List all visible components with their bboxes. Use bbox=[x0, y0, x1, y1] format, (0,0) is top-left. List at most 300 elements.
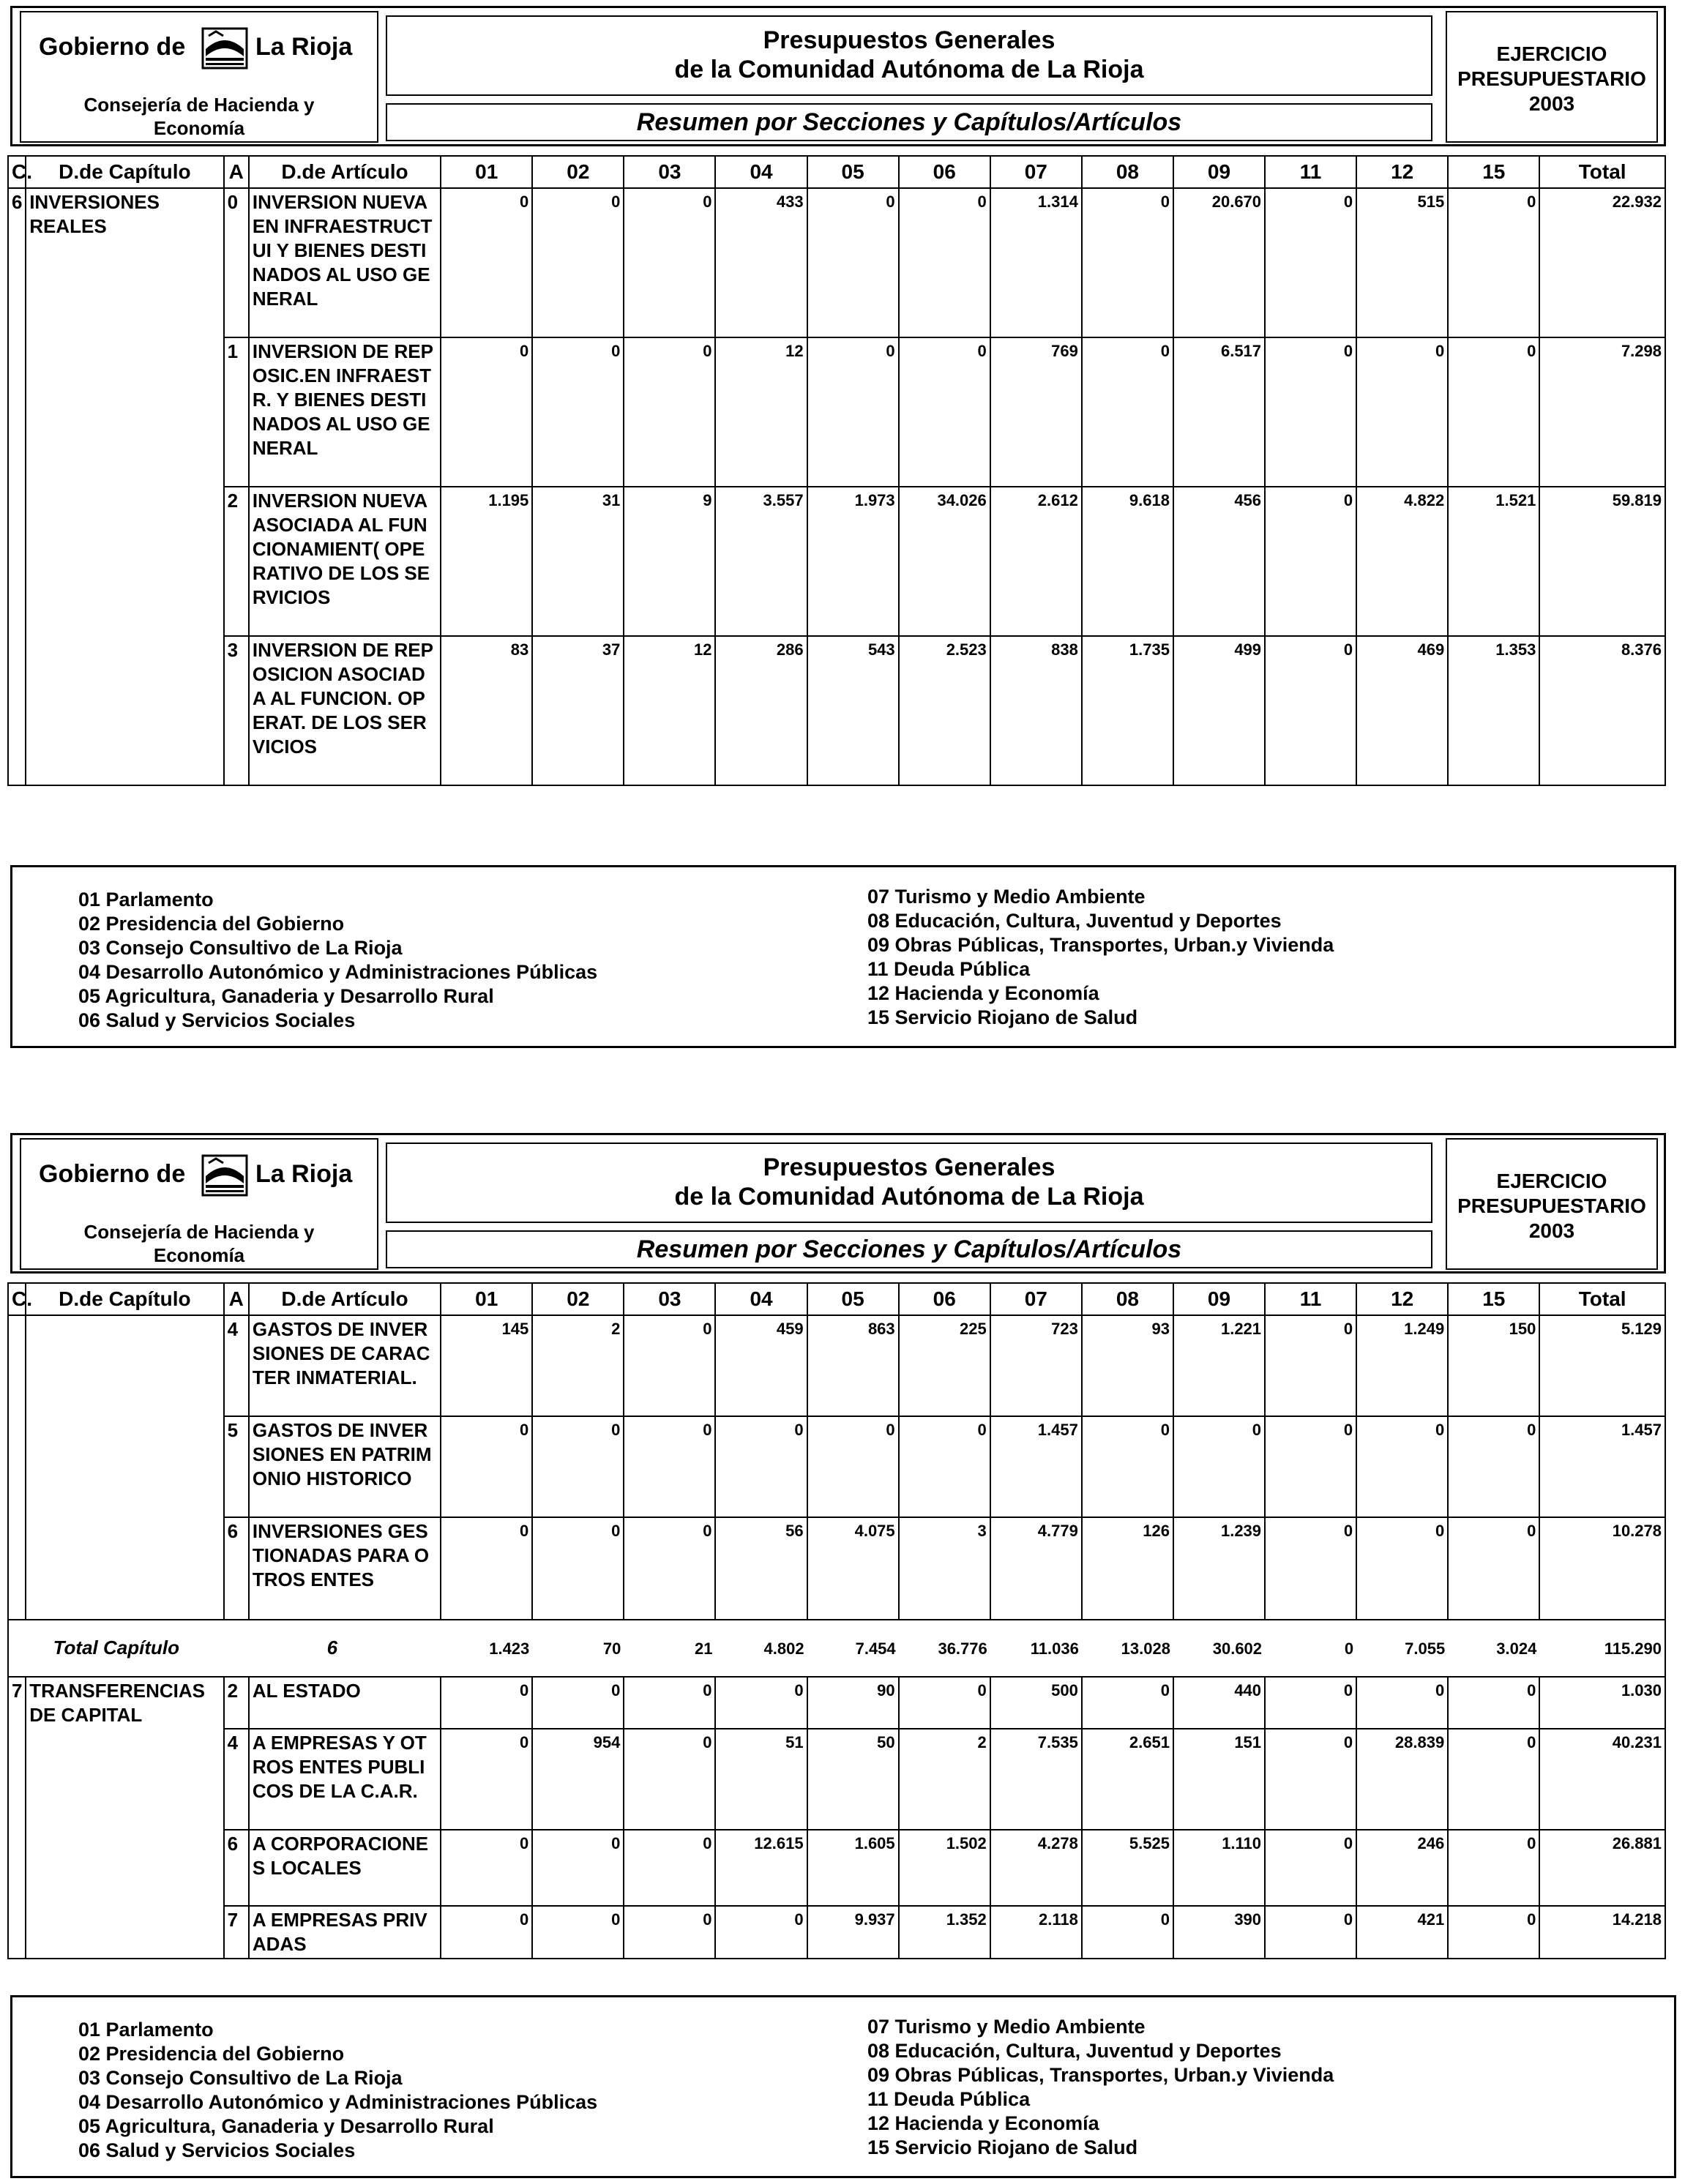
value-cell-02: 31 bbox=[532, 487, 624, 636]
value-cell-Total: 14.218 bbox=[1539, 1906, 1665, 1959]
table-body-1 bbox=[8, 188, 1665, 785]
value-cell-05: 9.937 bbox=[807, 1906, 899, 1959]
legend-item: 06 Salud y Servicios Sociales bbox=[78, 2139, 356, 2161]
column-header-0: C. bbox=[8, 156, 26, 188]
column-header-row bbox=[8, 156, 1665, 188]
table-row bbox=[8, 1315, 1665, 1416]
value-cell-03: 0 bbox=[624, 188, 715, 337]
value-cell-03: 0 bbox=[624, 337, 715, 487]
legend-item: 15 Servicio Riojano de Salud bbox=[867, 2136, 1138, 2158]
value-cell-06: 0 bbox=[899, 1416, 990, 1517]
legend-item: 01 Parlamento bbox=[78, 2019, 214, 2041]
chapter-code-cell bbox=[8, 1830, 26, 1906]
value-cell-04: 12.615 bbox=[715, 1830, 807, 1906]
value-cell-11: 0 bbox=[1265, 487, 1356, 636]
value-cell-12: 246 bbox=[1356, 1830, 1448, 1906]
value-cell-12: 0 bbox=[1356, 337, 1448, 487]
value-cell-06: 34.026 bbox=[899, 487, 990, 636]
value-cell-12: 515 bbox=[1356, 188, 1448, 337]
value-cell-02: 0 bbox=[532, 1517, 624, 1620]
article-desc-cell: INVERSIONES GESTIONADAS PARA OTROS ENTES bbox=[249, 1517, 441, 1620]
chapter-code-cell bbox=[8, 1729, 26, 1830]
value-cell-11: 0 bbox=[1265, 1906, 1356, 1959]
article-code-cell: 7 bbox=[224, 1906, 249, 1959]
value-cell-15: 0 bbox=[1448, 188, 1539, 337]
chapter-name-cell bbox=[26, 1416, 223, 1517]
column-header-13: 11 bbox=[1265, 1283, 1356, 1315]
column-header-row bbox=[8, 1283, 1665, 1315]
value-cell-09: 151 bbox=[1173, 1729, 1265, 1830]
title-line-2: de la Comunidad Autónoma de La Rioja bbox=[674, 1183, 1144, 1211]
value-cell-07: 1.457 bbox=[990, 1416, 1082, 1517]
subtitle-box: Resumen por Secciones y Capítulos/Artículos bbox=[386, 1230, 1432, 1268]
legend-item: 12 Hacienda y Economía bbox=[867, 982, 1099, 1004]
ejercicio-year: 2003 bbox=[1528, 1219, 1575, 1242]
article-code-cell: 5 bbox=[224, 1416, 249, 1517]
total-value-11: 0 bbox=[1265, 1620, 1356, 1677]
value-cell-06: 0 bbox=[899, 188, 990, 337]
value-cell-12: 0 bbox=[1356, 1677, 1448, 1729]
value-cell-07: 500 bbox=[990, 1677, 1082, 1729]
article-code-cell: 6 bbox=[224, 1517, 249, 1620]
value-cell-15: 1.521 bbox=[1448, 487, 1539, 636]
total-value-02: 70 bbox=[532, 1620, 624, 1677]
value-cell-07: 769 bbox=[990, 337, 1082, 487]
value-cell-08: 126 bbox=[1082, 1517, 1173, 1620]
table-row bbox=[8, 1906, 1665, 1959]
table-row bbox=[8, 1517, 1665, 1620]
chapter-name-cell bbox=[26, 1315, 223, 1416]
value-cell-06: 1.352 bbox=[899, 1906, 990, 1959]
page-header bbox=[10, 1133, 1666, 1274]
legend-item: 01 Parlamento bbox=[78, 889, 214, 910]
value-cell-15: 150 bbox=[1448, 1315, 1539, 1416]
legend-right-column bbox=[867, 2015, 1334, 2160]
value-cell-09: 456 bbox=[1173, 487, 1265, 636]
title-box bbox=[386, 15, 1432, 96]
legend-item: 09 Obras Públicas, Transportes, Urban.y Vivienda bbox=[867, 2064, 1334, 2086]
legend-item: 04 Desarrollo Autonómico y Administraciones Públicas bbox=[78, 961, 598, 983]
legend-item: 08 Educación, Cultura, Juventud y Deportes bbox=[867, 2040, 1282, 2062]
column-header-16: Total bbox=[1539, 156, 1665, 188]
value-cell-05: 0 bbox=[807, 188, 899, 337]
value-cell-02: 2 bbox=[532, 1315, 624, 1416]
legend-item: 11 Deuda Pública bbox=[867, 958, 1031, 980]
total-value-09: 30.602 bbox=[1173, 1620, 1265, 1677]
value-cell-01: 0 bbox=[441, 1729, 532, 1830]
ejercicio-year: 2003 bbox=[1528, 92, 1575, 115]
value-cell-03: 0 bbox=[624, 1906, 715, 1959]
value-cell-04: 3.557 bbox=[715, 487, 807, 636]
ejercicio-line-1: EJERCICIO bbox=[1496, 1170, 1607, 1192]
value-cell-05: 863 bbox=[807, 1315, 899, 1416]
value-cell-12: 4.822 bbox=[1356, 487, 1448, 636]
value-cell-05: 1.605 bbox=[807, 1830, 899, 1906]
subtitle-box: Resumen por Secciones y Capítulos/Artículos bbox=[386, 103, 1432, 141]
value-cell-15: 0 bbox=[1448, 1677, 1539, 1729]
value-cell-08: 0 bbox=[1082, 337, 1173, 487]
column-header-1: D.de Capítulo bbox=[26, 1283, 223, 1315]
chapter-code-cell bbox=[8, 1416, 26, 1517]
chapter-code-cell bbox=[8, 636, 26, 785]
value-cell-05: 0 bbox=[807, 337, 899, 487]
column-header-11: 08 bbox=[1082, 1283, 1173, 1315]
column-header-2: A bbox=[224, 156, 249, 188]
article-desc-cell: AL ESTADO bbox=[249, 1677, 441, 1729]
chapter-name-cell bbox=[26, 1830, 223, 1906]
legend-item: 06 Salud y Servicios Sociales bbox=[78, 1009, 356, 1031]
chapter-name-cell: INVERSIONES REALES bbox=[26, 188, 223, 337]
value-cell-Total: 8.376 bbox=[1539, 636, 1665, 785]
chapter-name-cell bbox=[26, 636, 223, 785]
value-cell-07: 2.612 bbox=[990, 487, 1082, 636]
gov-prefix: Gobierno de bbox=[39, 1160, 186, 1188]
value-cell-05: 1.973 bbox=[807, 487, 899, 636]
value-cell-02: 0 bbox=[532, 1416, 624, 1517]
value-cell-06: 2 bbox=[899, 1729, 990, 1830]
value-cell-01: 0 bbox=[441, 1677, 532, 1729]
column-header-0: C. bbox=[8, 1283, 26, 1315]
legend-item: 12 Hacienda y Economía bbox=[867, 2112, 1099, 2134]
consejeria-text: Consejería de Hacienda y Economía bbox=[83, 1221, 315, 1266]
value-cell-03: 12 bbox=[624, 636, 715, 785]
value-cell-Total: 1.030 bbox=[1539, 1677, 1665, 1729]
table-row bbox=[8, 1416, 1665, 1517]
article-code-cell: 2 bbox=[224, 1677, 249, 1729]
column-header-7: 04 bbox=[715, 1283, 807, 1315]
value-cell-05: 50 bbox=[807, 1729, 899, 1830]
value-cell-05: 90 bbox=[807, 1677, 899, 1729]
value-cell-05: 543 bbox=[807, 636, 899, 785]
value-cell-08: 1.735 bbox=[1082, 636, 1173, 785]
value-cell-04: 0 bbox=[715, 1416, 807, 1517]
value-cell-02: 0 bbox=[532, 1906, 624, 1959]
column-header-14: 12 bbox=[1356, 156, 1448, 188]
article-desc-cell: INVERSION DE REPOSICION ASOCIADA AL FUNCION. OPERAT. DE LOS SERVICIOS bbox=[249, 636, 441, 785]
value-cell-11: 0 bbox=[1265, 1830, 1356, 1906]
value-cell-08: 0 bbox=[1082, 188, 1173, 337]
legend-item: 15 Servicio Riojano de Salud bbox=[867, 1006, 1138, 1028]
column-header-8: 05 bbox=[807, 1283, 899, 1315]
sections-legend bbox=[10, 865, 1676, 1048]
column-header-14: 12 bbox=[1356, 1283, 1448, 1315]
title-line-1: Presupuestos Generales bbox=[763, 1153, 1056, 1181]
page-header bbox=[10, 6, 1666, 146]
total-value-04: 4.802 bbox=[715, 1620, 807, 1677]
legend-item: 03 Consejo Consultivo de La Rioja bbox=[78, 2067, 403, 2089]
value-cell-12: 421 bbox=[1356, 1906, 1448, 1959]
value-cell-03: 0 bbox=[624, 1830, 715, 1906]
value-cell-09: 0 bbox=[1173, 1416, 1265, 1517]
article-code-cell: 1 bbox=[224, 337, 249, 487]
column-header-3: D.de Artículo bbox=[249, 156, 441, 188]
value-cell-11: 0 bbox=[1265, 636, 1356, 785]
value-cell-07: 7.535 bbox=[990, 1729, 1082, 1830]
chapter-name-cell bbox=[26, 487, 223, 636]
article-desc-cell: INVERSION NUEVA ASOCIADA AL FUNCIONAMIENT( OPERATIVO DE LOS SERVICIOS bbox=[249, 487, 441, 636]
total-value-15: 3.024 bbox=[1448, 1620, 1539, 1677]
value-cell-03: 0 bbox=[624, 1315, 715, 1416]
value-cell-12: 1.249 bbox=[1356, 1315, 1448, 1416]
value-cell-07: 4.278 bbox=[990, 1830, 1082, 1906]
value-cell-08: 5.525 bbox=[1082, 1830, 1173, 1906]
value-cell-Total: 10.278 bbox=[1539, 1517, 1665, 1620]
value-cell-09: 390 bbox=[1173, 1906, 1265, 1959]
column-header-11: 08 bbox=[1082, 156, 1173, 188]
consejeria-label bbox=[21, 1220, 377, 1267]
value-cell-08: 0 bbox=[1082, 1416, 1173, 1517]
value-cell-03: 0 bbox=[624, 1416, 715, 1517]
column-header-5: 02 bbox=[532, 1283, 624, 1315]
value-cell-Total: 22.932 bbox=[1539, 188, 1665, 337]
total-value-Total: 115.290 bbox=[1539, 1620, 1665, 1677]
consejeria-label bbox=[21, 93, 377, 140]
value-cell-05: 4.075 bbox=[807, 1517, 899, 1620]
value-cell-08: 93 bbox=[1082, 1315, 1173, 1416]
total-value-08: 13.028 bbox=[1082, 1620, 1173, 1677]
value-cell-01: 1.195 bbox=[441, 487, 532, 636]
value-cell-03: 0 bbox=[624, 1677, 715, 1729]
table-row bbox=[8, 487, 1665, 636]
la-rioja-logo-icon bbox=[201, 27, 248, 70]
legend-left-column bbox=[78, 888, 597, 1033]
value-cell-15: 0 bbox=[1448, 1729, 1539, 1830]
table-row bbox=[8, 188, 1665, 337]
article-desc-cell: A EMPRESAS Y OTROS ENTES PUBLICOS DE LA C.A.R. bbox=[249, 1729, 441, 1830]
total-value-05: 7.454 bbox=[807, 1620, 899, 1677]
sections-legend bbox=[10, 1995, 1676, 2178]
legend-left-column bbox=[78, 2018, 597, 2163]
title-line-2: de la Comunidad Autónoma de La Rioja bbox=[674, 56, 1144, 83]
legend-right-column bbox=[867, 885, 1334, 1030]
chapter-name-cell bbox=[26, 1906, 223, 1959]
value-cell-09: 440 bbox=[1173, 1677, 1265, 1729]
value-cell-01: 0 bbox=[441, 188, 532, 337]
value-cell-02: 0 bbox=[532, 337, 624, 487]
chapter-code-cell: 7 bbox=[8, 1677, 26, 1729]
column-header-6: 03 bbox=[624, 156, 715, 188]
column-header-9: 06 bbox=[899, 156, 990, 188]
gov-prefix: Gobierno de bbox=[39, 33, 186, 61]
value-cell-08: 0 bbox=[1082, 1677, 1173, 1729]
value-cell-09: 6.517 bbox=[1173, 337, 1265, 487]
article-code-cell: 4 bbox=[224, 1729, 249, 1830]
value-cell-11: 0 bbox=[1265, 1416, 1356, 1517]
chapter-code-cell bbox=[8, 1906, 26, 1959]
table-row bbox=[8, 1729, 1665, 1830]
legend-item: 05 Agricultura, Ganaderia y Desarrollo Rural bbox=[78, 985, 494, 1007]
table-row bbox=[8, 1830, 1665, 1906]
value-cell-06: 0 bbox=[899, 337, 990, 487]
article-code-cell: 2 bbox=[224, 487, 249, 636]
legend-item: 03 Consejo Consultivo de La Rioja bbox=[78, 937, 403, 959]
value-cell-15: 0 bbox=[1448, 1906, 1539, 1959]
column-header-1: D.de Capítulo bbox=[26, 156, 223, 188]
value-cell-09: 1.239 bbox=[1173, 1517, 1265, 1620]
chapter-name-cell bbox=[26, 1729, 223, 1830]
title-line-1: Presupuestos Generales bbox=[763, 26, 1056, 54]
value-cell-04: 56 bbox=[715, 1517, 807, 1620]
table-row bbox=[8, 337, 1665, 487]
article-code-cell: 0 bbox=[224, 188, 249, 337]
article-code-cell: 6 bbox=[224, 1830, 249, 1906]
legend-item: 07 Turismo y Medio Ambiente bbox=[867, 2016, 1146, 2038]
ejercicio-box bbox=[1446, 1138, 1658, 1270]
value-cell-06: 2.523 bbox=[899, 636, 990, 785]
total-value-01: 1.423 bbox=[441, 1620, 532, 1677]
value-cell-12: 469 bbox=[1356, 636, 1448, 785]
column-header-15: 15 bbox=[1448, 156, 1539, 188]
value-cell-04: 0 bbox=[715, 1906, 807, 1959]
table-row bbox=[8, 1677, 1665, 1729]
value-cell-07: 723 bbox=[990, 1315, 1082, 1416]
article-desc-cell: INVERSION DE REPOSIC.EN INFRAESTR. Y BIENES DESTINADOS AL USO GENERAL bbox=[249, 337, 441, 487]
budget-table-1 bbox=[7, 155, 1666, 786]
value-cell-08: 9.618 bbox=[1082, 487, 1173, 636]
value-cell-02: 0 bbox=[532, 188, 624, 337]
budget-table-2 bbox=[7, 1282, 1666, 1959]
total-value-06: 36.776 bbox=[899, 1620, 990, 1677]
value-cell-Total: 7.298 bbox=[1539, 337, 1665, 487]
value-cell-09: 1.221 bbox=[1173, 1315, 1265, 1416]
value-cell-09: 1.110 bbox=[1173, 1830, 1265, 1906]
table-row bbox=[8, 636, 1665, 785]
article-desc-cell: GASTOS DE INVERSIONES DE CARACTER INMATERIAL. bbox=[249, 1315, 441, 1416]
column-header-13: 11 bbox=[1265, 156, 1356, 188]
total-value-07: 11.036 bbox=[990, 1620, 1082, 1677]
legend-item: 09 Obras Públicas, Transportes, Urban.y Vivienda bbox=[867, 934, 1334, 956]
chapter-code-cell bbox=[8, 1315, 26, 1416]
value-cell-01: 145 bbox=[441, 1315, 532, 1416]
legend-item: 02 Presidencia del Gobierno bbox=[78, 913, 345, 935]
chapter-code-cell: 6 bbox=[8, 188, 26, 337]
article-code-cell: 4 bbox=[224, 1315, 249, 1416]
value-cell-02: 0 bbox=[532, 1677, 624, 1729]
consejeria-text: Consejería de Hacienda y Economía bbox=[83, 94, 315, 139]
value-cell-Total: 26.881 bbox=[1539, 1830, 1665, 1906]
value-cell-01: 0 bbox=[441, 337, 532, 487]
chapter-name-cell bbox=[26, 337, 223, 487]
column-header-12: 09 bbox=[1173, 156, 1265, 188]
ejercicio-line-1: EJERCICIO bbox=[1496, 42, 1607, 65]
chapter-code-cell bbox=[8, 1517, 26, 1620]
chapter-code-cell bbox=[8, 487, 26, 636]
chapter-name-cell: TRANSFERENCIAS DE CAPITAL bbox=[26, 1677, 223, 1729]
value-cell-01: 0 bbox=[441, 1517, 532, 1620]
total-chapter-code: 6 bbox=[224, 1620, 441, 1677]
value-cell-01: 0 bbox=[441, 1416, 532, 1517]
value-cell-06: 225 bbox=[899, 1315, 990, 1416]
value-cell-06: 1.502 bbox=[899, 1830, 990, 1906]
value-cell-05: 0 bbox=[807, 1416, 899, 1517]
ejercicio-line-2: PRESUPUESTARIO bbox=[1457, 67, 1646, 90]
value-cell-03: 0 bbox=[624, 1517, 715, 1620]
value-cell-15: 0 bbox=[1448, 1830, 1539, 1906]
value-cell-01: 0 bbox=[441, 1830, 532, 1906]
value-cell-07: 838 bbox=[990, 636, 1082, 785]
legend-item: 08 Educación, Cultura, Juventud y Deportes bbox=[867, 910, 1282, 932]
value-cell-06: 0 bbox=[899, 1677, 990, 1729]
column-header-9: 06 bbox=[899, 1283, 990, 1315]
value-cell-12: 28.839 bbox=[1356, 1729, 1448, 1830]
legend-item: 04 Desarrollo Autonómico y Administraciones Públicas bbox=[78, 2091, 598, 2113]
column-header-6: 03 bbox=[624, 1283, 715, 1315]
value-cell-07: 4.779 bbox=[990, 1517, 1082, 1620]
value-cell-04: 51 bbox=[715, 1729, 807, 1830]
total-chapter-row bbox=[8, 1620, 1665, 1677]
value-cell-15: 0 bbox=[1448, 1517, 1539, 1620]
value-cell-04: 459 bbox=[715, 1315, 807, 1416]
title-box bbox=[386, 1143, 1432, 1223]
value-cell-03: 0 bbox=[624, 1729, 715, 1830]
value-cell-01: 83 bbox=[441, 636, 532, 785]
value-cell-11: 0 bbox=[1265, 188, 1356, 337]
ejercicio-line-2: PRESUPUESTARIO bbox=[1457, 1194, 1646, 1217]
chapter-code-cell bbox=[8, 337, 26, 487]
value-cell-03: 9 bbox=[624, 487, 715, 636]
article-code-cell: 3 bbox=[224, 636, 249, 785]
total-value-12: 7.055 bbox=[1356, 1620, 1448, 1677]
article-desc-cell: GASTOS DE INVERSIONES EN PATRIMONIO HISTORICO bbox=[249, 1416, 441, 1517]
column-header-4: 01 bbox=[441, 156, 532, 188]
column-header-12: 09 bbox=[1173, 1283, 1265, 1315]
column-header-8: 05 bbox=[807, 156, 899, 188]
value-cell-11: 0 bbox=[1265, 1677, 1356, 1729]
column-header-2: A bbox=[224, 1283, 249, 1315]
value-cell-11: 0 bbox=[1265, 1315, 1356, 1416]
column-header-3: D.de Artículo bbox=[249, 1283, 441, 1315]
legend-item: 05 Agricultura, Ganaderia y Desarrollo Rural bbox=[78, 2115, 494, 2137]
total-value-03: 21 bbox=[624, 1620, 715, 1677]
value-cell-Total: 5.129 bbox=[1539, 1315, 1665, 1416]
value-cell-Total: 59.819 bbox=[1539, 487, 1665, 636]
legend-item: 07 Turismo y Medio Ambiente bbox=[867, 886, 1146, 908]
value-cell-02: 37 bbox=[532, 636, 624, 785]
chapter-name-cell bbox=[26, 1517, 223, 1620]
value-cell-02: 954 bbox=[532, 1729, 624, 1830]
value-cell-04: 433 bbox=[715, 188, 807, 337]
value-cell-15: 1.353 bbox=[1448, 636, 1539, 785]
column-header-10: 07 bbox=[990, 156, 1082, 188]
brand-box bbox=[20, 11, 378, 143]
value-cell-04: 286 bbox=[715, 636, 807, 785]
total-label: Total Capítulo bbox=[8, 1620, 224, 1677]
column-header-15: 15 bbox=[1448, 1283, 1539, 1315]
value-cell-01: 0 bbox=[441, 1906, 532, 1959]
value-cell-08: 2.651 bbox=[1082, 1729, 1173, 1830]
value-cell-02: 0 bbox=[532, 1830, 624, 1906]
value-cell-07: 2.118 bbox=[990, 1906, 1082, 1959]
value-cell-15: 0 bbox=[1448, 337, 1539, 487]
column-header-10: 07 bbox=[990, 1283, 1082, 1315]
value-cell-06: 3 bbox=[899, 1517, 990, 1620]
value-cell-Total: 1.457 bbox=[1539, 1416, 1665, 1517]
value-cell-Total: 40.231 bbox=[1539, 1729, 1665, 1830]
value-cell-15: 0 bbox=[1448, 1416, 1539, 1517]
gov-region: La Rioja bbox=[255, 33, 353, 61]
column-header-5: 02 bbox=[532, 156, 624, 188]
value-cell-12: 0 bbox=[1356, 1416, 1448, 1517]
value-cell-07: 1.314 bbox=[990, 188, 1082, 337]
column-header-7: 04 bbox=[715, 156, 807, 188]
legend-item: 02 Presidencia del Gobierno bbox=[78, 2043, 345, 2065]
value-cell-08: 0 bbox=[1082, 1906, 1173, 1959]
gov-region: La Rioja bbox=[255, 1160, 353, 1188]
article-desc-cell: A CORPORACIONES LOCALES bbox=[249, 1830, 441, 1906]
legend-item: 11 Deuda Pública bbox=[867, 2088, 1031, 2110]
value-cell-12: 0 bbox=[1356, 1517, 1448, 1620]
la-rioja-logo-icon bbox=[201, 1154, 248, 1197]
